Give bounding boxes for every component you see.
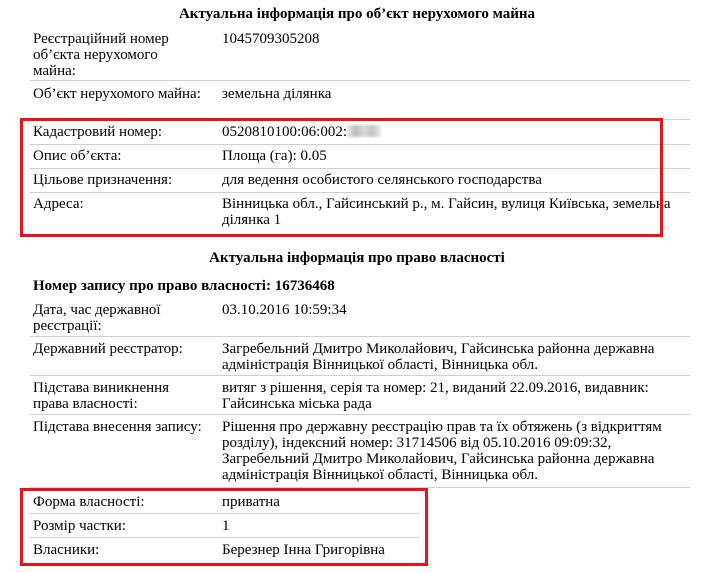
cadastral-number-text: 0520810100:06:002: (222, 124, 348, 140)
registrar-label: Державний реєстратор: (33, 341, 183, 357)
share-size-value: 1 (222, 518, 230, 534)
owners-label: Власники: (33, 542, 100, 558)
reg-number-value: 1045709305208 (222, 31, 320, 47)
divider (30, 336, 690, 337)
description-value: Площа (га): 0.05 (222, 148, 327, 164)
ownership-form-label: Форма власності: (33, 494, 145, 510)
owners-value: Березнер Інна Григорівна (222, 542, 385, 558)
registration-date-label: Дата, час державної реєстрації: (33, 302, 161, 334)
object-type-label: Об’єкт нерухомого майна: (33, 86, 201, 102)
registrar-value: Загребельний Дмитро Миколайович, Гайсинська районна державна адміністрація Вінницької області, Вінницька обл. (222, 341, 655, 373)
record-number-title: Номер запису про право власності: 16736468 (33, 278, 335, 294)
highlight-box-object (20, 118, 663, 237)
entry-basis-value: Рішення про державну реєстрацію прав та їх обтяжень (з відкриттям розділу), індексний номер: 31714506 від 05.10.2016 09:09:32, Загребельний Дмитро Миколайович, Гайсинська районна державна адміністрація Вінницької області, Вінницька обл. (222, 419, 662, 483)
purpose-label: Цільове призначення: (33, 172, 173, 188)
divider (30, 414, 690, 415)
cadastral-number-label: Кадастровий номер: (33, 124, 163, 140)
ownership-form-value: приватна (222, 494, 280, 510)
address-value: Вінницька обл., Гайсинський р., м. Гайсин, вулиця Київська, земельна ділянка 1 (222, 196, 671, 228)
object-type-value: земельна ділянка (222, 86, 332, 102)
object-section-title: Актуальна інформація про об’єкт нерухомого майна (178, 6, 536, 22)
purpose-value: для ведення особистого селянського господарства (222, 172, 542, 188)
ownership-basis-label: Підстава виникнення права власності: (33, 380, 170, 412)
address-label: Адреса: (33, 196, 84, 212)
entry-basis-label: Підстава внесення запису: (33, 419, 202, 435)
divider (30, 375, 690, 376)
reg-number-label: Реєстраційний номер об’єкта нерухомого майна: (33, 31, 169, 79)
ownership-basis-value: витяг з рішення, серія та номер: 21, виданий 22.09.2016, видавник: Гайсинська міська рада (222, 380, 649, 412)
highlight-box-ownership (20, 488, 428, 566)
share-size-label: Розмір частки: (33, 518, 126, 534)
ownership-section-title: Актуальна інформація про право власності (209, 250, 505, 266)
divider (30, 80, 690, 81)
description-label: Опис об’єкта: (33, 148, 122, 164)
registration-date-value: 03.10.2016 10:59:34 (222, 302, 347, 318)
